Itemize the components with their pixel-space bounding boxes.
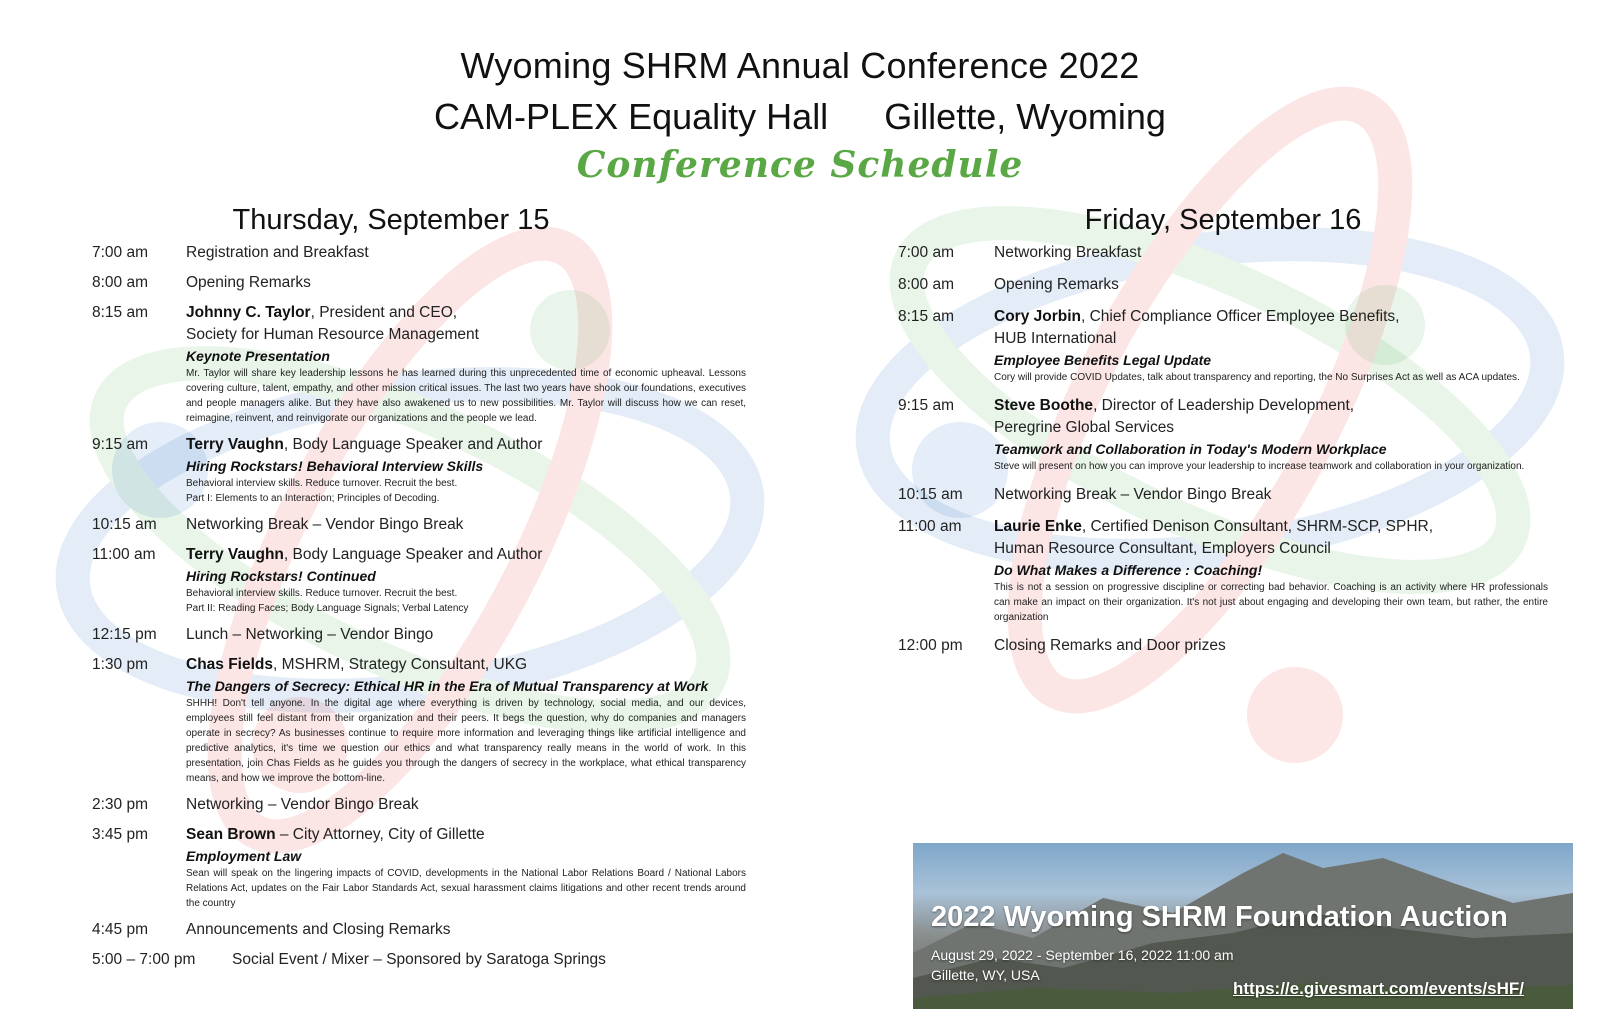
session-description: Behavioral interview skills. Reduce turnover. Recruit the best. [186,588,458,599]
auction-title: 2022 Wyoming SHRM Foundation Auction [931,901,1508,933]
slot-time: 8:15 am [92,304,149,321]
schedule-slot [898,484,1548,506]
speaker-org: Peregrine Global Services [994,419,1175,436]
session-description: Sean will speak on the lingering impacts of COVID, developments in the National Labor Relations Board / National Labors Relations Act, updates on the Fair Labor Standards Act, sexual harassment claims litigations and other recent trends around the country [186,868,746,909]
slot-text: Announcements and Closing Remarks [186,921,451,938]
day-title: Friday, September 16 [1084,204,1362,236]
schedule-slot [898,395,1548,474]
speaker-role: , Body Language Speaker and Author [283,546,543,563]
slot-text: Closing Remarks and Door prizes [994,637,1226,654]
speaker-org: HUB International [994,330,1117,347]
speaker-name: Johnny C. Taylor [186,304,311,321]
slot-time: 11:00 am [898,518,962,535]
schedule-slot [92,302,792,426]
session-description: Cory will provide COVID Updates, talk about transparency and reporting, the No Surprises Act as well as ACA updates. [994,372,1520,383]
slot-text: Networking Break – Vendor Bingo Break [994,486,1272,503]
session-title: Keynote Presentation [186,348,330,364]
speaker-role: , Director of Leadership Development, [1093,397,1355,414]
schedule-slot [92,824,792,911]
slot-time: 5:00 – 7:00 pm [92,951,196,968]
session-description: Mr. Taylor will share key leadership lessons he has learned during this unprecedented time of economic upheaval. Lessons covering culture, talent, empathy, and other mission critical issues. The last two years have shook our foundations, executives and people managers alike. But they have also awakened us to new possibilities. Mr. Taylor will discuss how we can reset, reimagine, reinvent, and reinvigorate our organizations and the people we lead. [186,368,746,424]
slot-time: 3:45 pm [92,826,149,843]
slot-time: 1:30 pm [92,656,149,673]
social-event-slot [92,949,792,971]
schedule-slot [92,434,792,506]
session-title: Teamwork and Collaboration in Today's Modern Workplace [994,441,1387,457]
slot-time: 8:00 am [898,276,955,293]
schedule-slot [92,624,792,646]
session-description: This is not a session on progressive discipline or correcting bad behavior. Coaching is an activity where HR professionals can make an impact on their organization. It's not just about engaging and developing their own team, but rather, the entire organization [994,582,1548,623]
slot-time: 12:15 pm [92,626,157,643]
venue-line [0,92,1600,142]
thursday-schedule [92,200,792,979]
speaker-name: Terry Vaughn [186,436,284,453]
speaker-role: , Certified Denison Consultant, SHRM-SCP, SPHR, [1081,518,1434,535]
schedule-slot [92,919,792,941]
speaker-org: Society for Human Resource Management [186,326,479,343]
speaker-name: Sean Brown [186,826,276,843]
session-description: Behavioral interview skills. Reduce turnover. Recruit the best. [186,478,458,489]
session-description: SHHH! Don't tell anyone. In the digital age where everything is driven by technology, social media, and our devices, employees still feel distant from their organization and their peers. It begs the question, why do companies and managers operate in secrecy? As businesses continue to require more information and leveraging things like artificial intelligence and predictive analytics, it's time we question our ethics and what transparency really means in the world of work. In this presentation, join Chas Fields as he guides you through the dangers of secrecy in the workplace, what ethical transparency means, and how we improve the bottom-line. [186,698,746,784]
venue-city: Gillette, Wyoming [884,96,1166,137]
slot-text: Opening Remarks [186,274,311,291]
slot-time: 8:15 am [898,308,955,325]
friday-schedule [898,200,1548,667]
speaker-name: Terry Vaughn [186,546,284,563]
schedule-slot [92,514,792,536]
slot-time: 2:30 pm [92,796,149,813]
slot-text: Networking Breakfast [994,244,1142,261]
auction-link[interactable]: https://e.givesmart.com/events/sHF/ [1233,979,1524,998]
schedule-slot [898,635,1548,657]
slot-time: 9:15 am [92,436,149,453]
speaker-role: , Chief Compliance Officer Employee Benefits, [1080,308,1400,325]
session-title: Employment Law [186,848,302,864]
slot-time: 8:00 am [92,274,149,291]
slot-time: 4:45 pm [92,921,149,938]
session-description: Steve will present on how you can improve your leadership to increase teamwork and collaboration in your organization. [994,461,1525,472]
schedule-slot [898,274,1548,296]
schedule-slot [92,544,792,616]
session-title: Employee Benefits Legal Update [994,352,1212,368]
slot-text: Lunch – Networking – Vendor Bingo [186,626,434,643]
session-title: Do What Makes a Difference : Coaching! [994,562,1263,578]
schedule-slot [898,242,1548,264]
slot-time: 7:00 am [898,244,955,261]
venue-name: CAM-PLEX Equality Hall [434,96,829,137]
auction-banner [913,843,1573,1009]
auction-dates: August 29, 2022 - September 16, 2022 11:00 am [931,947,1234,963]
conference-title: Wyoming SHRM Annual Conference 2022 [460,45,1140,86]
slot-text: Networking – Vendor Bingo Break [186,796,419,813]
session-description-part: Part II: Reading Faces; Body Language Signals; Verbal Latency [186,603,469,614]
speaker-name: Chas Fields [186,656,273,673]
slot-time: 10:15 am [92,516,157,533]
speaker-name: Cory Jorbin [994,308,1081,325]
session-title: The Dangers of Secrecy: Ethical HR in the Era of Mutual Transparency at Work [186,678,709,694]
slot-time: 7:00 am [92,244,149,261]
schedule-slot [898,516,1548,625]
slot-time: 9:15 am [898,397,955,414]
schedule-slot [92,242,792,264]
speaker-role: , President and CEO, [310,304,458,321]
slot-text: Social Event / Mixer – Sponsored by Saratoga Springs [232,951,606,968]
session-description-part: Part I: Elements to an Interaction; Principles of Decoding. [186,493,440,504]
session-title: Hiring Rockstars! Behavioral Interview Skills [186,458,484,474]
schedule-slot [898,306,1548,385]
schedule-subtitle: Conference Schedule [576,144,1024,186]
slot-text: Networking Break – Vendor Bingo Break [186,516,464,533]
slot-time: 11:00 am [92,546,156,563]
speaker-role: , Body Language Speaker and Author [283,436,543,453]
speaker-role: – City Attorney, City of Gillette [275,826,485,843]
slot-time: 12:00 pm [898,637,963,654]
document-header [0,40,1600,188]
speaker-org: Human Resource Consultant, Employers Council [994,540,1331,557]
slot-text: Opening Remarks [994,276,1119,293]
day-title: Thursday, September 15 [232,204,550,236]
slot-time: 10:15 am [898,486,963,503]
speaker-name: Steve Boothe [994,397,1094,414]
slot-text: Registration and Breakfast [186,244,369,261]
schedule-slot [92,272,792,294]
speaker-role: , MSHRM, Strategy Consultant, UKG [273,656,528,673]
schedule-slot [92,654,792,786]
speaker-name: Laurie Enke [994,518,1082,535]
session-title: Hiring Rockstars! Continued [186,568,376,584]
schedule-slot [92,794,792,816]
auction-location: Gillette, WY, USA [931,967,1040,983]
